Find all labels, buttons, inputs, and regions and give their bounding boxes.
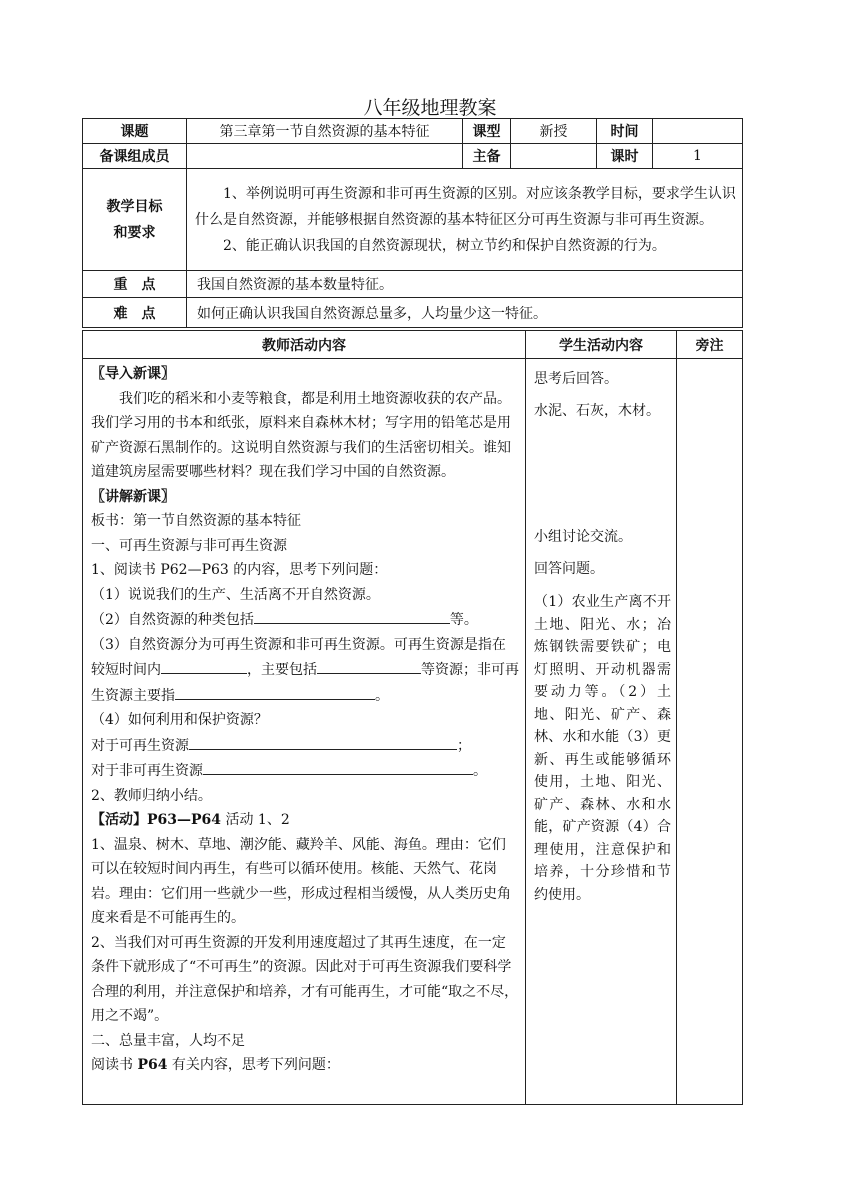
student-answer-5: （1）农业生产离不开土地、阳光、水；冶炼钢铁需要铁矿；电灯照明、开动机器需要动力等。（2）土地、阳光、矿产、森林、水和水能（3）更新、再生或能够循环使用，土地、阳光、矿产、森林、水和水能，矿产资源（4）合理使用，注意保护和培养，十分珍惜和节约使用。 [534, 594, 671, 903]
answer-blank [161, 657, 247, 674]
question-4b-text: 对于非可再生资源 [91, 763, 203, 779]
reading-task-2-page: P64 [137, 1057, 168, 1073]
answer-blank [175, 683, 375, 700]
note-column-header: 旁注 [677, 331, 743, 359]
goal-2: 2、能正确认识我国的自然资源现状，树立节约和保护自然资源的行为。 [223, 237, 666, 254]
key-label: 重 点 [83, 271, 187, 298]
activity-answer-1: 1、温泉、树木、草地、潮汐能、藏羚羊、风能、海鱼。理由：它们可以在较短时间内再生，有些可以循环使用。核能、天然气、花岗岩。理由：它们用一些就少一些，形成过程相当缓慢，从人类历史角度来看是不可能再生的。 [91, 836, 511, 926]
reading-task-2 [91, 1053, 519, 1078]
activity-line [91, 808, 519, 833]
question-4b-end: 。 [473, 763, 487, 779]
question-4: （4）如何利用和保护资源？ [91, 712, 268, 728]
lead-label: 主备 [463, 144, 511, 169]
board-text: 板书：第一节自然资源的基本特征 [91, 513, 301, 529]
lecture-heading: 〖讲解新课〗 [91, 488, 175, 505]
question-4a-text: 对于可再生资源 [91, 737, 189, 754]
difficulty-label: 难 点 [83, 298, 187, 328]
question-2-text: （2）自然资源的种类包括 [91, 612, 254, 628]
type-value: 新授 [511, 119, 597, 144]
answer-blank [317, 657, 421, 674]
question-2 [91, 607, 519, 633]
lead-value [511, 144, 597, 169]
student-column-header: 学生活动内容 [526, 331, 677, 359]
student-answer-2: 水泥、石灰，木材。 [534, 403, 660, 419]
reading-task-2-c: 有关内容，思考下列问题： [167, 1057, 340, 1073]
question-4b [91, 758, 519, 784]
reading-task-1: 1、阅读书 P62—P63 的内容，思考下列问题： [91, 562, 388, 578]
section-2-heading: 二、总量丰富，人均不足 [91, 1032, 245, 1049]
hours-label: 课时 [597, 144, 653, 169]
answer-blank [203, 758, 473, 775]
question-1: （1）说说我们的生产、生活离不开自然资源。 [91, 586, 380, 603]
time-label: 时间 [597, 119, 653, 144]
question-3-text-2: 等资源；非可再生资源主要指 [91, 662, 519, 704]
answer-blank [254, 607, 450, 624]
goals-content [187, 169, 743, 271]
header-table [82, 118, 743, 328]
question-3-end: 。 [375, 687, 389, 704]
activity-rest: 活动 1、2 [221, 812, 290, 828]
question-4a [91, 733, 519, 759]
goals-label [83, 169, 187, 271]
topic-value: 第三章第一节自然资源的基本特征 [187, 119, 463, 144]
section-1-heading: 一、可再生资源与非可再生资源 [91, 537, 287, 554]
difficulty-value: 如何正确认识我国自然资源总量多，人均量少这一特征。 [187, 298, 743, 328]
members-value [187, 144, 463, 169]
answer-blank [189, 733, 457, 750]
activity-table [82, 330, 743, 1105]
members-label: 备课组成员 [83, 144, 187, 169]
intro-heading: 〖导入新课〗 [91, 366, 175, 382]
teacher-content [83, 359, 526, 1105]
student-answer-3: 小组讨论交流。 [534, 529, 632, 545]
question-3 [91, 633, 519, 709]
reading-task-2-a: 阅读书 [91, 1057, 138, 1073]
question-3-mid: ，主要包括 [247, 662, 317, 678]
student-answer-1: 思考后回答。 [534, 371, 618, 387]
question-3-text: （3）自然资源分为可再生资源和非可再生资源。可再生资源是指在较短时间内 [91, 636, 506, 678]
student-answer-4: 回答问题。 [534, 561, 604, 577]
goal-1: 1、举例说明可再生资源和非可再生资源的区别。对应该条教学目标，要求学生认识什么是自然资源，并能够根据自然资源的基本特征区分可再生资源与非可再生资源。 [195, 185, 736, 228]
question-4a-end: ； [457, 737, 471, 754]
student-content [526, 359, 677, 1105]
activity-heading: 【活动】P63—P64 [91, 812, 222, 828]
type-label: 课型 [463, 119, 511, 144]
question-2-end: 等。 [449, 612, 478, 628]
intro-text: 我们吃的稻米和小麦等粮食，都是利用土地资源收获的农产品。我们学习用的书本和纸张，原料来自森林木材；写字用的铅笔芯是用矿产资源石黑制作的。这说明自然资源与我们的生活密切相关。谁知道建筑房屋需要哪些材料？现在我们学习中国的自然资源。 [91, 390, 511, 480]
hours-value: 1 [653, 144, 743, 169]
summary-text: 2、教师归纳小结。 [91, 787, 212, 804]
page-title: 八年级地理教案 [363, 97, 497, 119]
time-value [653, 119, 743, 144]
topic-label: 课题 [83, 119, 187, 144]
teacher-column-header: 教师活动内容 [83, 331, 526, 359]
activity-answer-2: 2、当我们对可再生资源的开发利用速度超过了其再生速度，在一定条件下就形成了“不可再生”的资源。因此对于可再生资源我们要科学合理的利用，并注意保护和培养，才有可能再生，才可能“取之不尽，用之不竭”。 [91, 934, 519, 1024]
note-content [677, 359, 743, 1105]
goals-label-line1: 教学目标 [106, 198, 163, 215]
key-value: 我国自然资源的基本数量特征。 [187, 271, 743, 298]
goals-label-line2: 和要求 [113, 224, 156, 241]
